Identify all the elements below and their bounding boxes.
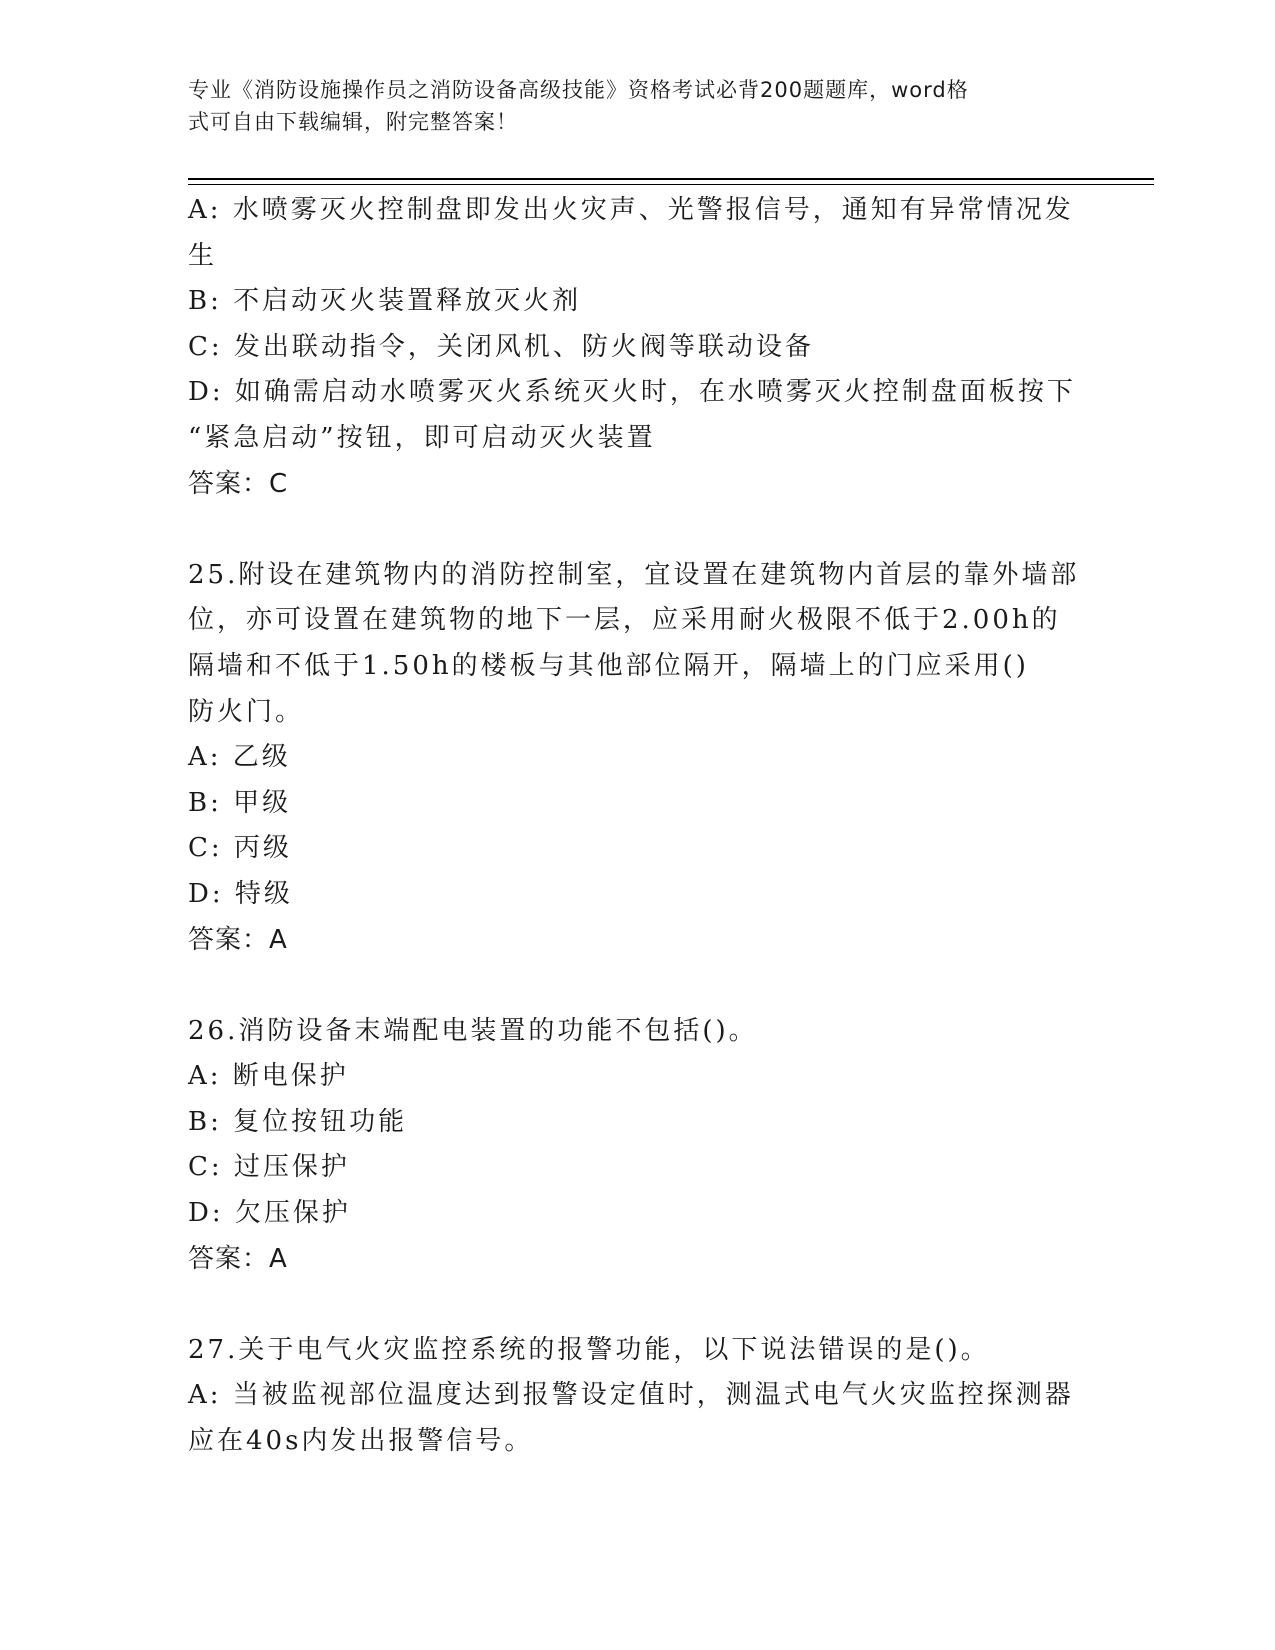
answer-line: 答案：C: [188, 468, 289, 499]
option-a: A: 当被监视部位温度达到报警设定值时，测温式电气火灾监控探测器: [188, 1380, 1074, 1411]
question-content: [188, 188, 1088, 1465]
option-d-continued: “紧急启动”按钮，即可启动灭火装置: [188, 422, 656, 453]
option-b: B: 不启动灭火装置释放灭火剂: [188, 286, 582, 317]
option-d: D: 欠压保护: [188, 1198, 351, 1229]
option-b: B: 复位按钮功能: [188, 1106, 408, 1137]
option-c: C: 丙级: [188, 833, 292, 864]
option-a: A: 乙级: [188, 742, 291, 773]
question-stem-continued: 位，亦可设置在建筑物的地下一层，应采用耐火极限不低于2.00h的: [188, 605, 1061, 636]
question-stem-continued: 隔墙和不低于1.50h的楼板与其他部位隔开，隔墙上的门应采用(): [188, 650, 1029, 681]
spacer: [188, 1282, 1088, 1328]
header-title-line-2: 式可自由下载编辑，附完整答案！: [188, 110, 518, 134]
question-stem: 25.附设在建筑物内的消防控制室，宜设置在建筑物内首层的靠外墙部: [188, 559, 1080, 590]
option-b: B: 甲级: [188, 787, 292, 818]
question-stem-continued: 防火门。: [188, 696, 305, 727]
spacer: [188, 507, 1088, 553]
question-25: [188, 553, 1088, 963]
question-24-continued: [188, 188, 1088, 507]
header-divider-thick: [188, 178, 1154, 180]
header-title-line-1: 专业《消防设施操作员之消防设备高级技能》资格考试必背200题题库，word格: [188, 78, 969, 102]
option-d: D: 特级: [188, 878, 293, 909]
option-a: A: 断电保护: [188, 1061, 349, 1092]
option-a: A: 水喷雾灭火控制盘即发出火灾声、光警报信号，通知有异常情况发: [188, 195, 1074, 225]
question-stem: 26.消防设备末端配电装置的功能不包括()。: [188, 1015, 758, 1046]
spacer: [188, 963, 1088, 1009]
header-divider-thin: [188, 184, 1154, 185]
document-header: [188, 74, 1068, 138]
answer-line: 答案：A: [188, 924, 288, 955]
question-stem: 27.关于电气火灾监控系统的报警功能，以下说法错误的是()。: [188, 1334, 990, 1365]
option-d: D: 如确需启动水喷雾灭火系统灭火时，在水喷雾灭火控制盘面板按下: [188, 377, 1076, 408]
answer-line: 答案：A: [188, 1243, 288, 1274]
question-27: [188, 1328, 1088, 1465]
option-a-continued: 应在40s内发出报警信号。: [188, 1426, 534, 1457]
option-a-continued: 生: [188, 240, 218, 271]
option-c: C: 过压保护: [188, 1152, 350, 1183]
question-26: [188, 1009, 1088, 1283]
option-c: C: 发出联动指令，关闭风机、防火阀等联动设备: [188, 331, 814, 362]
